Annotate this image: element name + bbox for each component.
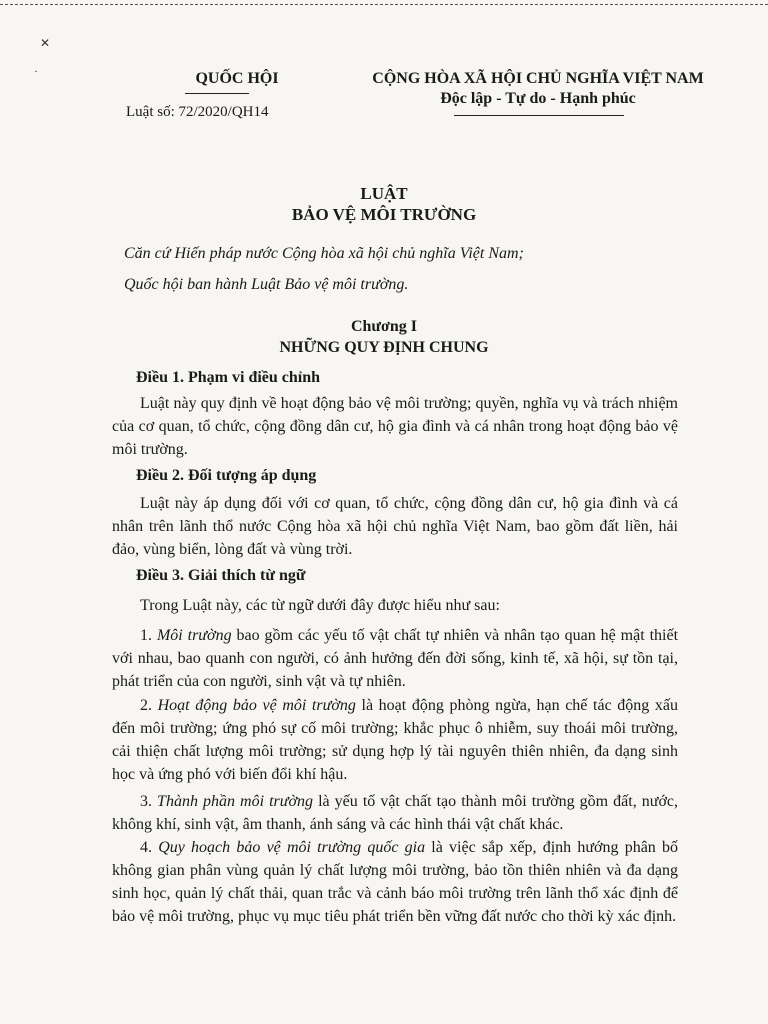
definition-term: Hoạt động bảo vệ môi trường [157,697,356,714]
definition-3 [112,790,678,836]
article-2-heading: Điều 2. Đối tượng áp dụng [136,467,317,484]
definition-2 [112,694,678,786]
document-type: LUẬT [360,184,408,203]
issuer-block [120,70,320,121]
chapter-title: NHỮNG QUY ĐỊNH CHUNG [279,339,489,356]
definition-4 [112,836,678,928]
definition-number: 2. [140,697,152,714]
definition-term: Quy hoạch bảo vệ môi trường quốc gia [158,839,426,856]
definition-body: là yếu tố vật chất tạo thành môi trường gồm đất, nước, không khí, sinh vật, âm thanh, ánh sáng và các hình thái vật chất khác. [112,793,678,833]
article-1-heading: Điều 1. Phạm vi điều chỉnh [136,369,321,386]
definition-body: là hoạt động phòng ngừa, hạn chế tác động xấu đến môi trường; ứng phó sự cố môi trường; khắc phục ô nhiễm, suy thoái môi trường, cải thiện chất lượng môi trường; sử dụng hợp lý tài nguyên thiên nhiên, đa dạng sinh học và ứng phó với biến đổi khí hậu. [112,697,679,783]
definition-term: Môi trường [156,627,232,644]
article-3-intro: Trong Luật này, các từ ngữ dưới đây được hiểu như sau: [140,597,500,614]
issuer-name: QUỐC HỘI [195,70,279,87]
definition-body: bao gồm các yếu tố vật chất tự nhiên và nhân tạo quan hệ mật thiết với nhau, bao quanh con người, có ảnh hưởng đến đời sống, kinh tế, xã hội, sự tồn tại, phát triển của con người, sinh vật và tự nhiên. [112,627,679,690]
national-heading [368,70,708,108]
chapter-label: Chương I [350,318,418,335]
article-1-text: Luật này quy định về hoạt động bảo vệ môi trường; quyền, nghĩa vụ và trách nhiệm của cơ quan, tổ chức, cộng đồng dân cư, hộ gia đình và cá nhân trong hoạt động bảo vệ môi trường. [112,395,678,458]
scan-mark: · [34,64,38,78]
preamble-enactment: Quốc hội ban hành Luật Bảo vệ môi trường. [124,276,409,293]
scan-edge [0,4,768,5]
scan-mark: ✕ [40,36,51,50]
preamble-basis: Căn cứ Hiến pháp nước Cộng hòa xã hội chủ nghĩa Việt Nam; [124,245,524,262]
national-motto: Độc lập - Tự do - Hạnh phúc [440,90,636,107]
law-number: Luật số: 72/2020/QH14 [126,104,269,120]
definition-term: Thành phần môi trường [157,793,314,810]
issuer-underline [185,93,249,94]
article-2-text: Luật này áp dụng đối với cơ quan, tổ chức, cộng đồng dân cư, hộ gia đình và cá nhân trên lãnh thổ nước Cộng hòa xã hội chủ nghĩa Việt Nam, bao gồm đất liền, hải đảo, vùng biển, lòng đất và vùng trời. [112,495,678,558]
document-title: BẢO VỆ MÔI TRƯỜNG [291,205,477,224]
nation-name: CỘNG HÒA XÃ HỘI CHỦ NGHĨA VIỆT NAM [372,70,704,87]
article-3-heading: Điều 3. Giải thích từ ngữ [136,567,306,584]
definition-number: 3. [140,793,152,810]
motto-underline [454,115,624,116]
definition-1 [112,624,678,693]
definition-body: là việc sắp xếp, định hướng phân bố không gian phân vùng quản lý chất lượng môi trường, bảo tồn thiên nhiên và đa dạng sinh học, quản lý chất thải, quan trắc và cảnh báo môi trường trên lãnh thổ xác định để bảo vệ môi trường, phục vụ mục tiêu phát triển bền vững đất nước cho thời kỳ xác định. [112,839,679,925]
definition-number: 4. [140,839,152,856]
definition-number: 1. [140,627,152,644]
